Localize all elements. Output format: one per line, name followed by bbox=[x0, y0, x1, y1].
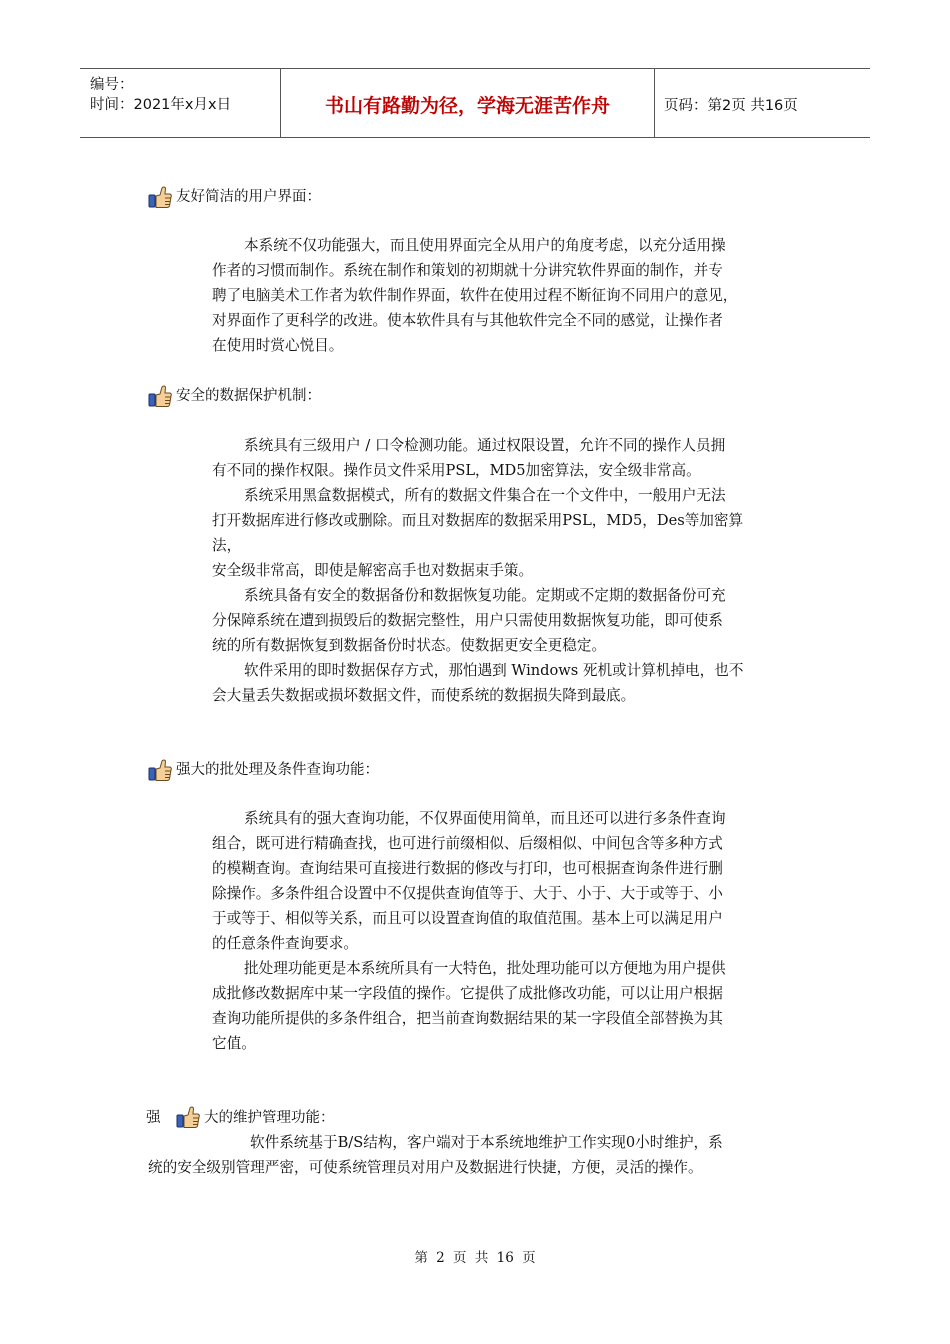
doc-time-label: 时间：2021年x月x日 bbox=[90, 97, 232, 113]
paragraph: 系统采用黑盒数据模式，所有的数据文件集合在一个文件中，一般用户无法 打开数据库进行修改或删除。而且对数据库的数据采用PSL，MD5，Des等加密算 法， bbox=[212, 487, 744, 554]
paragraph: 批处理功能更是本系统所具有一大特色，批处理功能可以方便地为用户提供 成批修改数据库中某一字段值的操作。它提供了成批修改功能，可以让用户根据 查询功能所提供的多条件组合，把当前查询数据结果的某一字段值全部替换为其 它值。 bbox=[212, 960, 726, 1052]
header-motto-cell bbox=[280, 69, 655, 137]
motto-text: 书山有路勤为径，学海无涯苦作舟 bbox=[324, 95, 610, 117]
thumbs-up-icon bbox=[176, 1105, 200, 1129]
section-heading: 大的维护管理功能： bbox=[204, 1110, 335, 1126]
header-meta-cell bbox=[80, 69, 280, 137]
thumbs-up-icon bbox=[148, 185, 172, 209]
section-heading: 安全的数据保护机制： bbox=[176, 388, 321, 404]
thumbs-up-icon bbox=[148, 758, 172, 782]
paragraph: 软件采用的即时数据保存方式，那怕遇到 Windows 死机或计算机掉电，也不 会大量丢失数据或损坏数据文件，而使系统的数据损失降到最底。 bbox=[212, 662, 744, 704]
paragraph: 系统具有三级用户 / 口令检测功能。通过权限设置，允许不同的操作人员拥 有不同的操作权限。操作员文件采用PSL，MD5加密算法，安全级非常高。 bbox=[212, 437, 726, 479]
header-page-cell bbox=[654, 69, 870, 137]
section-heading-prefix: 强 bbox=[146, 1110, 161, 1126]
paragraph: 本系统不仅功能强大，而且使用界面完全从用户的角度考虑，以充分适用操 作者的习惯而制作。系统在制作和策划的初期就十分讲究软件界面的制作，并专 聘了电脑美术工作者为软件制作界面，软件在使用过程不断征询不同用户的意见， 对界面作了更科学的改进。使本软件具有与其他软件完全不同的感觉，让操作者 在使用时赏心悦目。 bbox=[212, 237, 738, 354]
page-header bbox=[80, 68, 870, 138]
header-page-info: 页码：第2页 共16页 bbox=[664, 98, 798, 114]
paragraph: 系统具备有安全的数据备份和数据恢复功能。定期或不定期的数据备份可充 分保障系统在遭到损毁后的数据完整性，用户只需使用数据恢复功能，即可使系 统的所有数据恢复到数据备份时状态。使数据更安全更稳定。 bbox=[212, 587, 726, 654]
thumbs-up-icon bbox=[148, 384, 172, 408]
section-heading: 强大的批处理及条件查询功能： bbox=[176, 762, 379, 778]
paragraph: 软件系统基于B/S结构，客户端对于本系统地维护工作实现0小时维护，系 统的安全级别管理严密，可使系统管理员对用户及数据进行快捷，方便，灵活的操作。 bbox=[148, 1134, 723, 1176]
paragraph: 安全级非常高，即使是解密高手也对数据束手策。 bbox=[212, 562, 534, 579]
doc-number-label: 编号： bbox=[90, 77, 134, 93]
page-footer: 第 2 页 共 16 页 bbox=[414, 1250, 536, 1266]
paragraph: 系统具有的强大查询功能，不仅界面使用简单，而且还可以进行多条件查询 组合，既可进行精确查找，也可进行前缀相似、后缀相似、中间包含等多种方式 的模糊查询。查询结果可直接进行数据的修改与打印，也可根据查询条件进行删 除操作。多条件组合设置中不仅提供查询值等于、大于、小于、大于或等于、小 于或等于、相似等关系，而且可以设置查询值的取值范围。基本上可以满足用户 的任意条件查询要求。 bbox=[212, 810, 726, 952]
section-heading: 友好简洁的用户界面： bbox=[176, 189, 321, 205]
